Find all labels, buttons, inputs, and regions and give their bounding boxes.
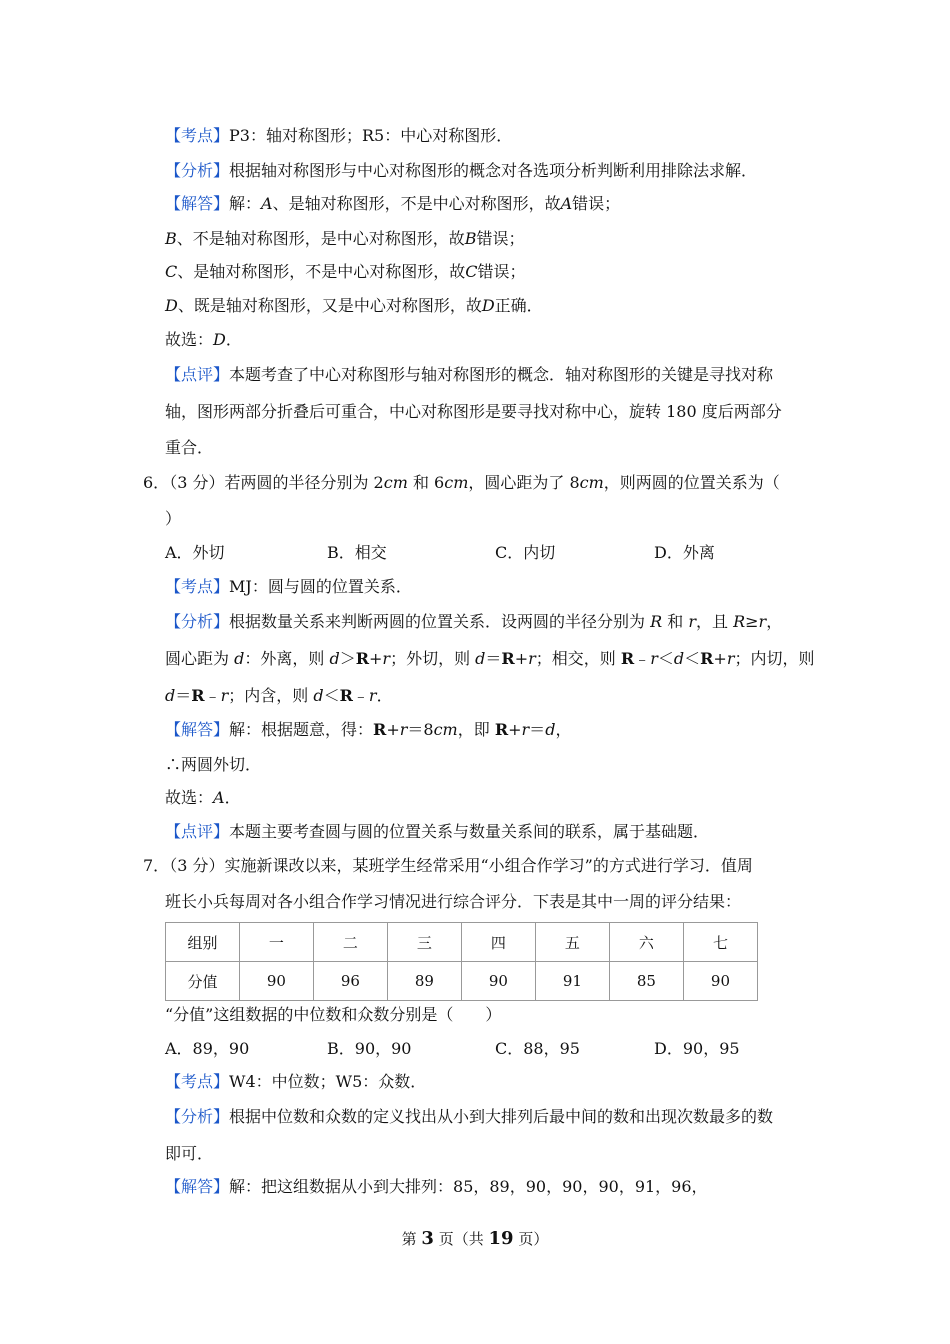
q6-therefore: ∴两圆外切． [165,755,262,774]
table-cell: 二 [313,923,387,962]
table-cell: 90 [239,962,313,1001]
q6-fenxi-line3: d＝R﹣r；内含，则 d＜R﹣r． [165,686,393,705]
table-cell: 六 [609,923,683,962]
table-row [166,923,758,962]
dianping-tag: 【点评】 [165,365,230,384]
page-total: 19 [488,1228,514,1249]
q5-dianping-line3: 重合． [165,438,214,457]
option-b: B．相交 [327,543,387,562]
kaodian-tag: 【考点】 [165,126,230,145]
q6-fenxi-line1: 【分析】根据数量关系来判断两圆的位置关系．设两圆的半径分别为 R 和 r，且 R≥r， [165,612,783,631]
fenxi-tag: 【分析】 [165,161,230,180]
table-row [166,962,758,1001]
jieda-tag: 【解答】 [165,194,230,213]
dianping-tag: 【点评】 [165,822,230,841]
q5-jieda-line4: D、既是轴对称图形，又是中心对称图形，故D正确． [165,296,543,315]
q5-jieda-line1: 【解答】解：A、是轴对称图形，不是中心对称图形，故A错误； [165,194,621,213]
q7-stem-line1: 7．（3 分）实施新课改以来，某班学生经常采用“小组合作学习”的方式进行学习．值周 [143,856,753,875]
q6-dianping: 【点评】本题主要考查圆与圆的位置关系与数量关系间的联系，属于基础题． [165,822,710,841]
option-d: D．外离 [654,543,715,562]
option-a: A．89，90 [165,1039,250,1058]
page-number: 3 [421,1228,434,1249]
option-a: A．外切 [165,543,225,562]
score-table [165,922,758,1001]
option-b: B．90，90 [327,1039,412,1058]
q5-fenxi: 【分析】根据轴对称图形与中心对称图形的概念对各选项分析判断利用排除法求解． [165,161,758,180]
q6-kaodian: 【考点】MJ：圆与圆的位置关系． [165,577,412,596]
row-header: 组别 [166,923,240,962]
fenxi-tag: 【分析】 [165,612,230,631]
q5-jieda-line3: C、是轴对称图形，不是中心对称图形，故C错误； [165,262,526,281]
table-cell: 五 [535,923,609,962]
option-c: C．内切 [495,543,556,562]
q6-stem-close: ） [165,509,182,528]
table-cell: 89 [387,962,461,1001]
q5-dianping-line1: 【点评】本题考查了中心对称图形与轴对称图形的概念．轴对称图形的关键是寻找对称 [165,365,774,384]
q7-jieda: 【解答】解：把这组数据从小到大排列：85，89，90，90，90，91，96， [165,1177,708,1196]
table-cell: 七 [683,923,757,962]
q7-kaodian: 【考点】W4：中位数；W5：众数． [165,1072,427,1091]
table-cell: 90 [683,962,757,1001]
q5-dianping-line2: 轴，图形两部分折叠后可重合，中心对称图形是要寻找对称中心，旋转 180 度后两部分 [165,402,782,421]
q6-fenxi-line2: 圆心距为 d：外离，则 d＞R+r；外切，则 d＝R+r；相交，则 R﹣r＜d＜R+r；内切，则 [165,649,815,668]
q6-jieda: 【解答】解：根据题意，得：R+r＝8cm，即 R+r＝d， [165,720,572,739]
q5-kaodian: 【考点】P3：轴对称图形；R5：中心对称图形． [165,126,513,145]
jieda-tag: 【解答】 [165,720,230,739]
table-cell: 四 [461,923,535,962]
jieda-tag: 【解答】 [165,1177,230,1196]
q5-jieda-line2: B、不是轴对称图形，是中心对称图形，故B错误； [165,229,525,248]
row-header: 分值 [166,962,240,1001]
table-cell: 91 [535,962,609,1001]
table-cell: 96 [313,962,387,1001]
q7-fenxi-line1: 【分析】根据中位数和众数的定义找出从小到大排列后最中间的数和出现次数最多的数 [165,1107,774,1126]
table-cell: 三 [387,923,461,962]
table-cell: 85 [609,962,683,1001]
q7-fenxi-line2: 即可． [165,1144,214,1163]
q7-options [165,1038,765,1060]
q5-answer: 故选：D． [165,330,242,349]
option-d: D．90，95 [654,1039,740,1058]
q7-question: “分值”这组数据的中位数和众数分别是（ ） [165,1005,502,1024]
q6-options [165,542,765,564]
kaodian-tag: 【考点】 [165,1072,230,1091]
kaodian-tag: 【考点】 [165,577,230,596]
q6-answer: 故选：A． [165,788,241,807]
question-number: 6． [143,473,170,492]
fenxi-tag: 【分析】 [165,1107,230,1126]
table-cell: 一 [239,923,313,962]
q6-stem: 6．（3 分）若两圆的半径分别为 2cm 和 6cm，圆心距为了 8cm，则两圆的位置关系为（ [143,473,780,492]
table-cell: 90 [461,962,535,1001]
q7-stem-line2: 班长小兵每周对各小组合作学习情况进行综合评分．下表是其中一周的评分结果： [165,892,742,911]
page-footer: 第 3 页（共 19 页） [401,1228,549,1249]
option-c: C．88，95 [495,1039,580,1058]
question-number: 7． [143,856,170,875]
